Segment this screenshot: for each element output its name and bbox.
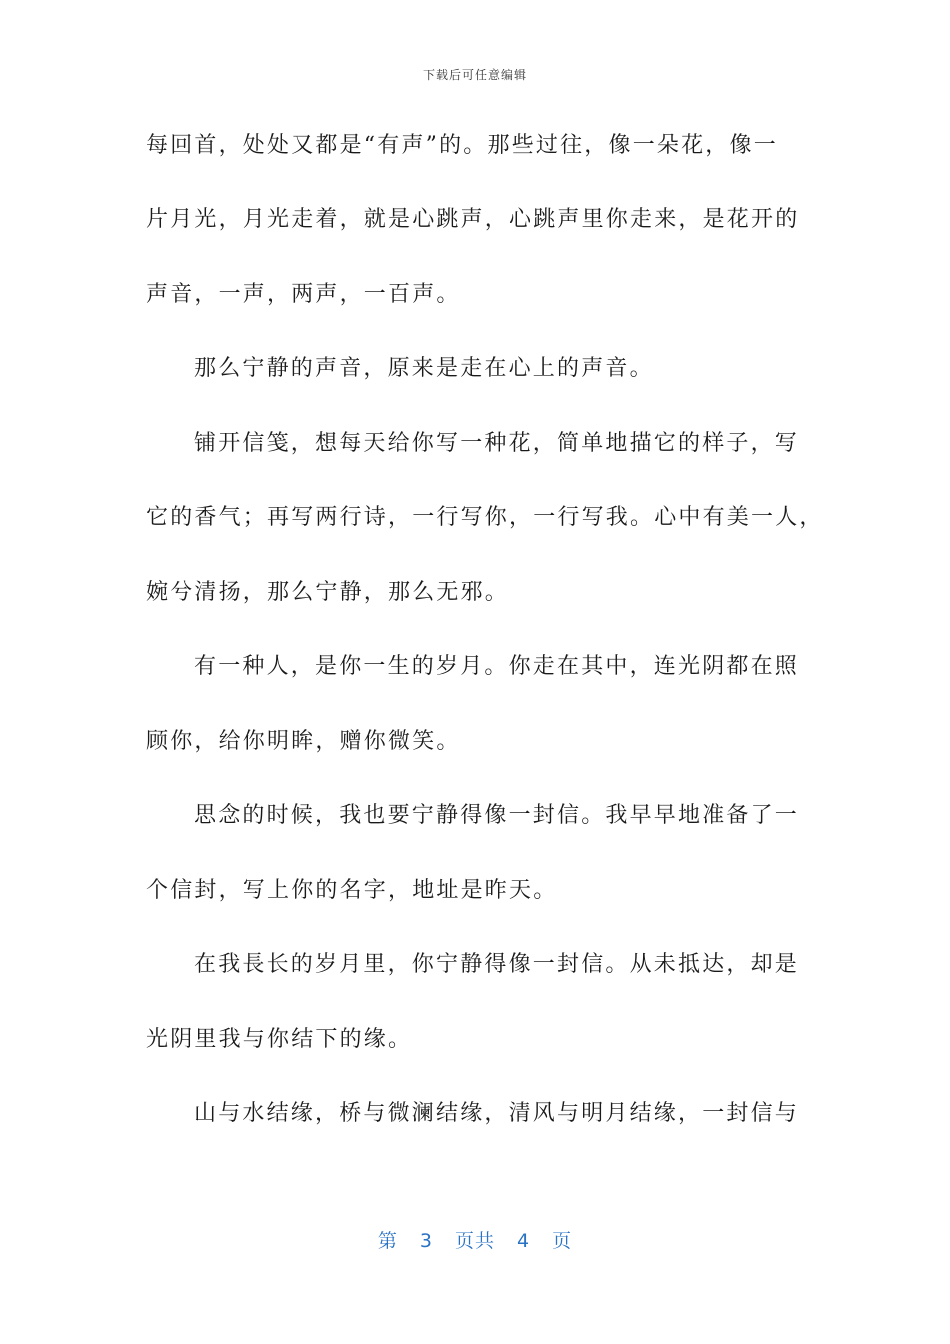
page-middle: 页共 <box>454 1230 495 1252</box>
page-current-number: 3 <box>419 1230 433 1252</box>
page-suffix: 页 <box>552 1230 573 1252</box>
text-line: 它的香气；再写两行诗，一行写你，一行写我。心中有美一人， <box>146 505 824 530</box>
text-line: 顾你，给你明眸，赠你微笑。 <box>146 729 461 754</box>
text-line: 片月光，月光走着，就是心跳声，心跳声里你走来，是花开的 <box>146 207 800 232</box>
text-line: 每回首，处处又都是“有声”的。那些过往，像一朵花，像一 <box>146 133 778 158</box>
text-line: 个信封，写上你的名字，地址是昨天。 <box>146 878 558 903</box>
text-line: 声音，一声，两声，一百声。 <box>146 282 461 307</box>
paragraph-first-line: 有一种人，是你一生的岁月。你走在其中，连光阴都在照 <box>194 654 800 679</box>
paragraph-first-line: 在我長长的岁月里，你宁静得像一封信。从未抵达，却是 <box>194 952 800 977</box>
paragraph-first-line: 那么宁静的声音，原来是走在心上的声音。 <box>194 356 654 381</box>
paragraph-first-line: 铺开信笺，想每天给你写一种花，简单地描它的样子，写 <box>194 431 800 456</box>
page-footer <box>0 1226 950 1253</box>
page-header: 下载后可任意编辑 <box>422 68 527 82</box>
page-prefix: 第 <box>377 1230 398 1252</box>
page-total-number: 4 <box>517 1230 531 1252</box>
text-line: 婉兮清扬，那么宁静，那么无邪。 <box>146 580 510 605</box>
paragraph-first-line: 思念的时候，我也要宁静得像一封信。我早早地准备了一 <box>194 803 800 828</box>
paragraph-first-line: 山与水结缘，桥与微澜结缘，清风与明月结缘，一封信与 <box>194 1101 800 1126</box>
text-line: 光阴里我与你结下的缘。 <box>146 1027 413 1052</box>
